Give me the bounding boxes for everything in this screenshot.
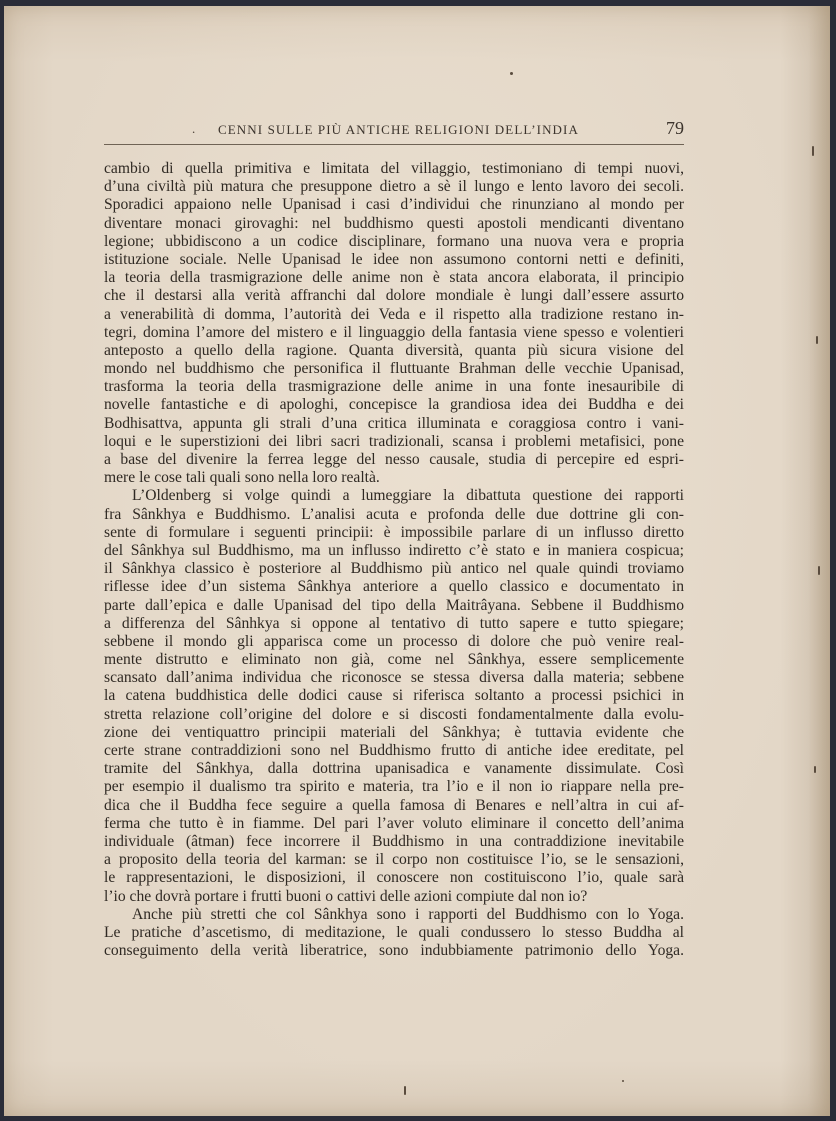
running-header: [104, 118, 684, 145]
text-line: fra Sânkhya e Buddhismo. L’analisi acuta e profonda delle due dottrine gli con-: [104, 505, 684, 523]
text-line: individuale (âtman) fece incorrere il Buddhismo in una contraddizione inevitabile: [104, 832, 684, 850]
text-line: L’Oldenberg si volge quindi a lumeggiare la dibattuta questione dei rapporti: [132, 487, 684, 505]
page-number: 79: [666, 118, 684, 138]
text-line: d’una civiltà più matura che presuppone dietro a sè il lungo e lento lavoro dei secoli.: [104, 178, 684, 196]
text-line: Anche più stretti che col Sânkhya sono i rapporti del Buddhismo con lo Yoga.: [132, 905, 684, 923]
text-line: conseguimento della verità liberatrice, sono indubbiamente patrimonio dello Yoga.: [104, 942, 684, 960]
paper-speck: [812, 146, 814, 156]
text-line: certe strane contraddizioni sono nel Buddhismo frutto di antiche idee ereditate, pel: [104, 742, 684, 759]
text-line: Sporadici appaiono nelle Upanisad i casi d’individui che rinunziano al mondo per: [104, 196, 684, 214]
text-line: il Sânkhya classico è posteriore al Buddhismo più antico nel quale quindi troviamo: [104, 560, 684, 578]
paper-speck: [510, 72, 513, 75]
text-line: tegri, domina l’amore del mistero e il linguaggio della fantasia viene spesso e volentieri: [104, 323, 684, 341]
paper-speck: [404, 1086, 406, 1095]
body-text: [104, 160, 684, 960]
text-line: mondo nel buddhismo che personifica il fluttuante Brahman delle vecchie Upanisad,: [104, 360, 684, 378]
text-line: parte dall’epica e dalle Upanisad del tipo della Maitrâyana. Sebbene il Buddhismo: [104, 596, 684, 614]
text-line: Le pratiche d’ascetismo, di meditazione, le quali condussero lo stesso Buddha al: [104, 923, 684, 941]
text-line: istituzione sociale. Nelle Upanisad le idee non assumono contorni netti e definiti,: [104, 250, 684, 268]
book-page: [4, 6, 830, 1116]
text-line: mente distrutto e eliminato non già, come nel Sânkhya, essere semplicemente: [104, 651, 684, 669]
text-line: loqui e le superstizioni dei libri sacri tradizionali, scansa i problemi metafisici, pone: [104, 432, 684, 450]
text-line: che il destarsi alla verità affranchi dal dolore mondiale è lungi dall’essere assurto: [104, 287, 684, 305]
text-line: l’io che dovrà portare i frutti buoni o cattivi delle azioni compiute dal non io?: [104, 887, 588, 905]
text-line: la teoria della trasmigrazione delle anime non è stata ancora elaborata, il principio: [104, 269, 684, 287]
text-line: Bodhisattva, appunta gli strali d’una critica illuminata e coraggiosa contro i vani-: [104, 414, 684, 432]
text-line: ferma che tutto è in fiamme. Del pari l’aver voluto eliminare il concetto dell’anima: [104, 814, 684, 832]
text-line: legione; ubbidiscono a un codice disciplinare, formano una nuova vera e propria: [104, 232, 684, 250]
paper-speck: [816, 336, 818, 344]
text-line: tramite del Sânkhya, dalla dottrina upanisadica e vanamente dissimulate. Così: [104, 760, 684, 778]
text-line: del Sânkhya sul Buddhismo, ma un influsso indiretto c’è stato e in maniera cospicua;: [104, 541, 684, 559]
text-line: trasforma la teoria della trasmigrazione delle anime in una fonte inesauribile di: [104, 378, 684, 396]
paper-speck: [814, 766, 816, 773]
text-line: la catena buddhistica delle dodici cause si riferisca soltanto a processi psichici in: [104, 687, 684, 705]
text-line: le rappresentazioni, le disposizioni, il conoscere non costituiscono l’io, quale sarà: [104, 869, 684, 887]
text-line: a venerabilità di domma, l’autorità dei Veda e il rispetto alla tradizione restano in-: [104, 305, 684, 323]
text-line: a differenza del Sânhkya si oppone al tentativo di tutto sapere e tutto spiegare;: [104, 614, 684, 632]
paper-speck: [622, 1080, 624, 1082]
page-edge-shadow: [808, 6, 830, 1116]
text-line: anteposto a quello della ragione. Quanta diversità, quanta più sicura visione del: [104, 341, 684, 359]
text-line: per esempio il dualismo tra spirito e materia, tra l’io e il non io riappare nella pre-: [104, 778, 684, 796]
paper-speck: [818, 566, 820, 575]
text-line: mere le cose tali quali sono nella loro realtà.: [104, 469, 380, 487]
text-line: novelle fantastiche e di apologhi, concepisce la grandiosa idea dei Buddha e dei: [104, 396, 684, 414]
text-line: riflesse idee d’un sistema Sânkhya anteriore a quello classico e documentato in: [104, 578, 684, 596]
text-line: scansato dall’anima individua che riconosce se stessa diversa dalla materia; sebbene: [104, 669, 684, 687]
header-dot: .: [192, 121, 196, 136]
text-line: a base del divenire la ferrea legge del nesso causale, studia di percepire ed espri-: [104, 451, 684, 468]
text-line: a proposito della teoria del karman: se il corpo non costituisce l’io, se le sensazioni,: [104, 851, 684, 869]
text-line: cambio di quella primitiva e limitata del villaggio, testimoniano di tempi nuovi,: [104, 160, 684, 177]
text-line: sebbene il mondo gli apparisca come un processo di dolore che può venire real-: [104, 632, 684, 650]
text-line: zione dei ventiquattro principii materiali del Sânkhya; è tuttavia evidente che: [104, 723, 684, 741]
running-title: CENNI SULLE PIÙ ANTICHE RELIGIONI DELL’INDIA: [218, 122, 579, 137]
text-line: stretta relazione coll’origine del dolore e si discosti fondamentalmente dalla evolu-: [104, 705, 684, 723]
text-line: sente di formulare i seguenti principii: è impossibile parlare di un influsso diretto: [104, 523, 684, 541]
text-line: diventare monaci girovaghi: nel buddhismo questi apostoli mendicanti diventano: [104, 214, 684, 232]
text-line: dica che il Buddha fece seguire a quella famosa di Benares e nell’altra in cui af-: [104, 796, 684, 814]
